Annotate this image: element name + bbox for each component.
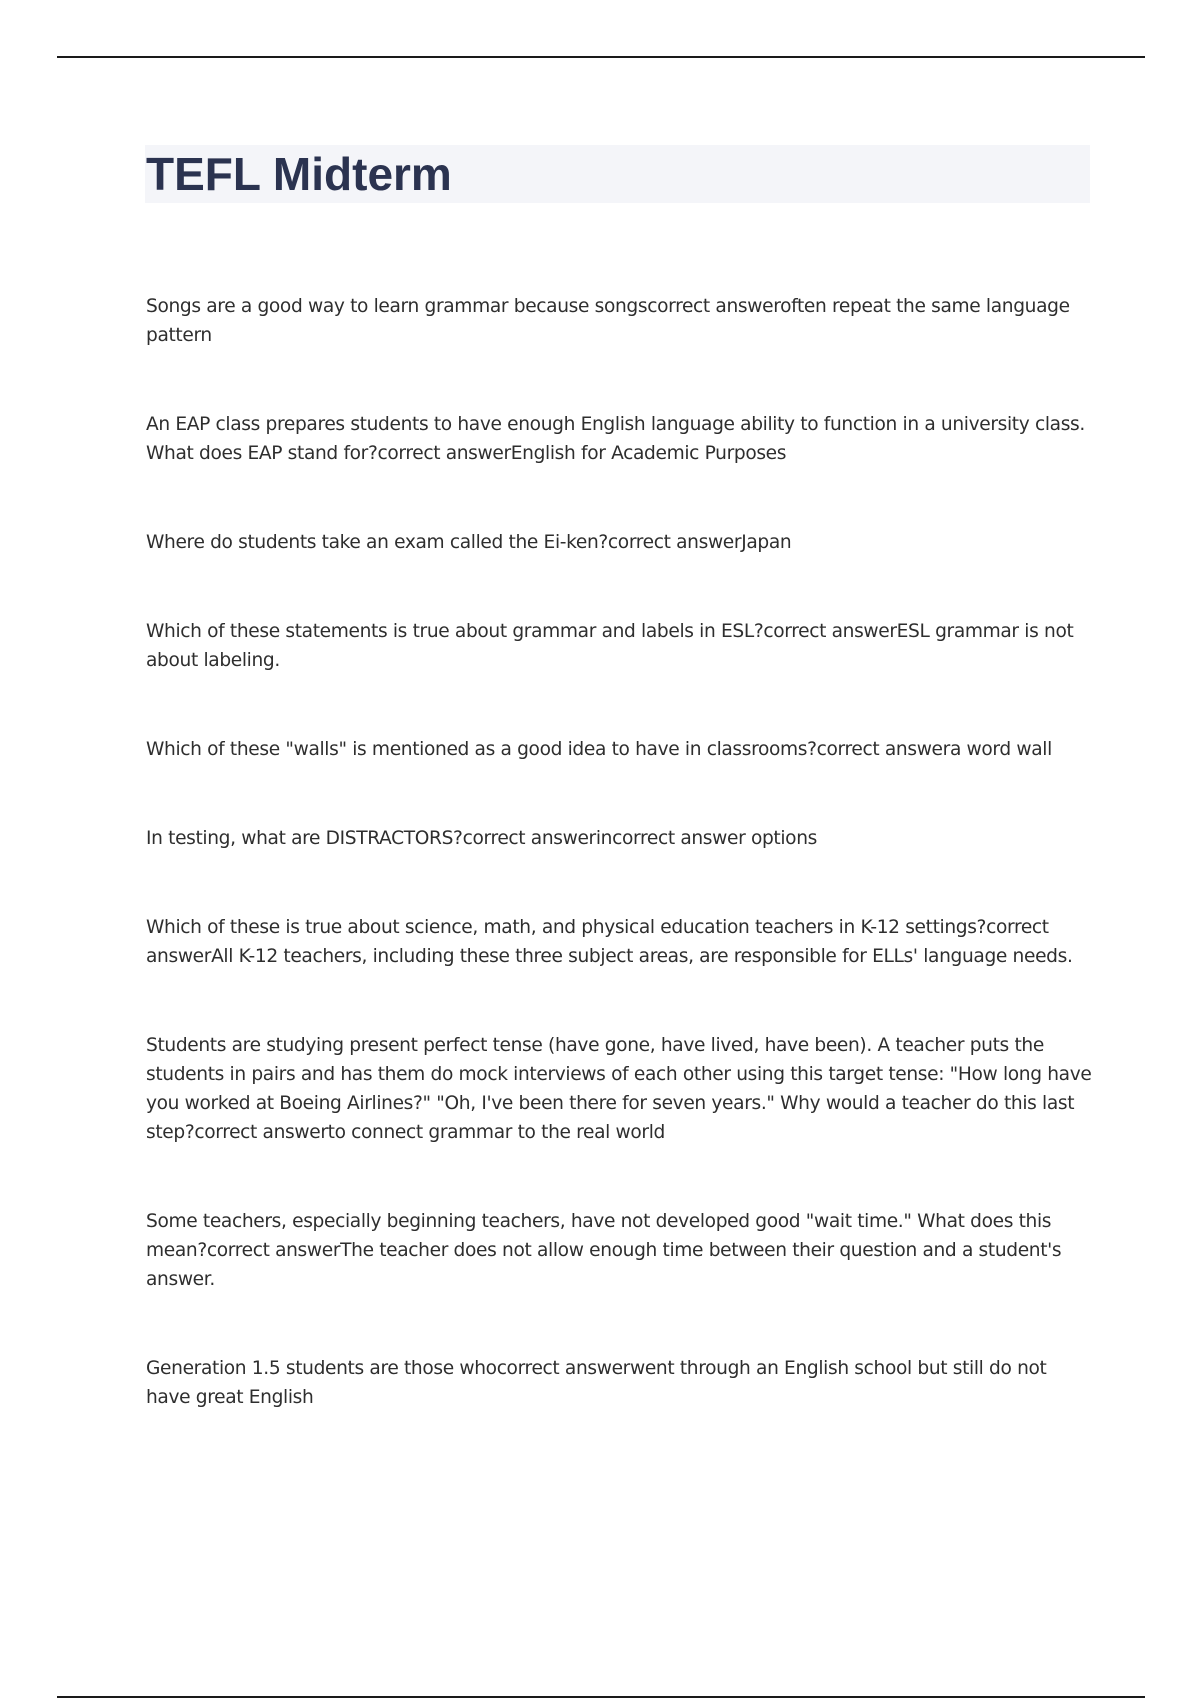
answer-separator: correct answer: [816, 739, 950, 760]
answer-text: ESL grammar is not about labeling.: [146, 621, 1074, 671]
qa-item: [146, 1031, 1092, 1147]
qa-item: [146, 292, 1092, 350]
answer-separator: correct answer: [647, 296, 781, 317]
answer-text: a word wall: [949, 739, 1052, 760]
qa-item: [146, 528, 1092, 557]
bottom-rule: [57, 1696, 1145, 1698]
qa-item: [146, 735, 1092, 764]
answer-text: to connect grammar to the real world: [327, 1122, 665, 1143]
question-text: Which of these "walls" is mentioned as a good idea to have in classrooms?: [146, 739, 817, 760]
qa-item: [146, 1354, 1092, 1412]
question-text: Which of these statements is true about grammar and labels in ESL?: [146, 621, 764, 642]
answer-separator: correct answer: [377, 443, 511, 464]
answer-separator: correct answer: [146, 917, 1049, 967]
qa-item: [146, 410, 1092, 468]
question-text: In testing, what are DISTRACTORS?: [146, 828, 463, 849]
qa-list: [146, 292, 1092, 1472]
answer-text: English for Academic Purposes: [510, 443, 787, 464]
question-text: An EAP class prepares students to have enough English language ability to function in a university class. What does EAP stand for?: [146, 414, 1085, 464]
page-title: TEFL Midterm: [146, 148, 452, 200]
answer-separator: correct answer: [206, 1240, 341, 1261]
question-text: Songs are a good way to learn grammar because songs: [146, 296, 648, 317]
answer-separator: correct answer: [462, 828, 596, 849]
question-text: Which of these is true about science, math, and physical education teachers in K-12 settings?: [146, 917, 987, 938]
question-text: Where do students take an exam called the Ei-ken?: [146, 532, 608, 553]
qa-item: [146, 824, 1092, 853]
top-rule: [57, 56, 1145, 58]
answer-text: The teacher does not allow enough time between their question and a student's answer.: [146, 1240, 1062, 1290]
answer-separator: correct answer: [194, 1122, 328, 1143]
answer-text: went through an English school but still do not have great English: [146, 1358, 1047, 1408]
qa-item: [146, 913, 1092, 971]
answer-separator: correct answer: [496, 1358, 630, 1379]
answer-separator: correct answer: [607, 532, 742, 553]
question-text: Some teachers, especially beginning teachers, have not developed good "wait time." What does this mean?: [146, 1211, 1052, 1261]
qa-item: [146, 617, 1092, 675]
answer-text: often repeat the same language pattern: [146, 296, 1070, 346]
answer-separator: correct answer: [763, 621, 897, 642]
qa-item: [146, 1207, 1092, 1294]
answer-text: All K-12 teachers, including these three subject areas, are responsible for ELLs' language needs.: [211, 946, 1073, 967]
answer-text: Japan: [741, 532, 792, 553]
question-text: Students are studying present perfect tense (have gone, have lived, have been). A teacher puts the students in pairs and has them do mock interviews of each other using this target tense: "How long have you worked at Boeing Airlines?" "Oh, I've been there for seven years." Why would a teacher do this last step?: [146, 1035, 1092, 1143]
answer-text: incorrect answer options: [595, 828, 817, 849]
question-text: Generation 1.5 students are those who: [146, 1358, 497, 1379]
